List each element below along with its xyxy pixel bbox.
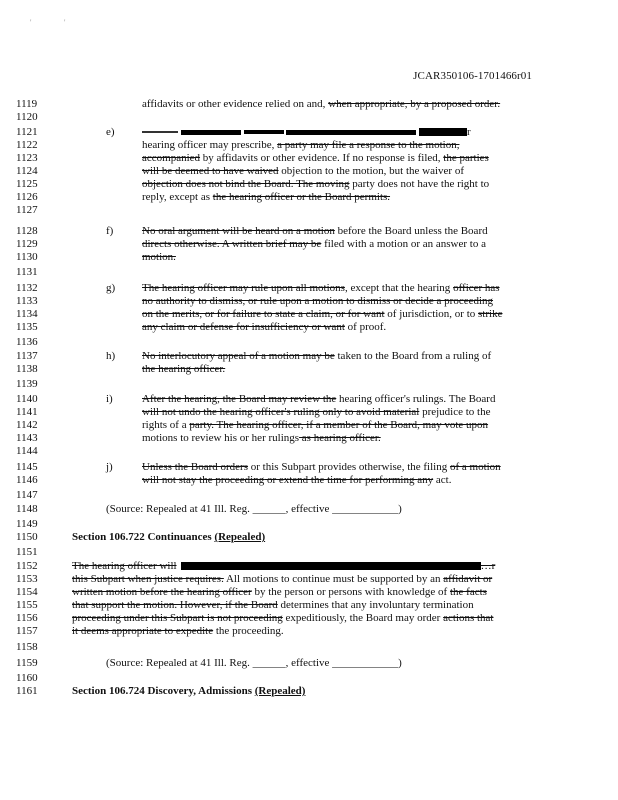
line-number: 1124 [16, 165, 38, 177]
text-line-1133: no authority to dismiss, or rule upon a motion to dismiss or decide a proceeding [142, 295, 494, 307]
scan-mark-left: ' [30, 18, 32, 27]
line-number: 1129 [16, 238, 38, 250]
text-line-1134: on the merits, or for failure to state a claim, or for want of jurisdiction, or to strike [142, 308, 503, 320]
text-line-1123: accompanied by affidavits or other evidence. If no response is filed, the parties [142, 152, 489, 164]
line-number: 1119 [16, 98, 38, 110]
line-number: 1139 [16, 378, 38, 390]
line-number: 1149 [16, 518, 38, 530]
line-number: 1145 [16, 461, 38, 473]
line-number: 1152 [16, 560, 38, 572]
line-number: 1128 [16, 225, 38, 237]
item-label-h: h) [106, 350, 116, 362]
item-label-e: e) [106, 126, 115, 138]
text-line-1135: any claim or defense for insufficiency or want of proof. [142, 321, 387, 333]
line-number: 1137 [16, 350, 38, 362]
line-number: 1156 [16, 612, 38, 624]
line-number: 1127 [16, 204, 38, 216]
line-number: 1151 [16, 546, 38, 558]
line-number: 1154 [16, 586, 38, 598]
text-line-1141: will not undo the hearing officer's ruling only to avoid material prejudice to the [142, 406, 491, 418]
line-number: 1120 [16, 111, 38, 123]
section-heading-106-722: Section 106.722 Continuances (Repealed) [72, 531, 266, 543]
line-number: 1140 [16, 393, 38, 405]
text-line-1122: hearing officer may prescribe, a party may file a response to the motion, [142, 139, 460, 151]
text-line-1128: No oral argument will be heard on a motion before the Board unless the Board [142, 225, 488, 237]
line-number: 1157 [16, 625, 38, 637]
text-line-1129: directs otherwise. A written brief may be filed with a motion or an answer to a [142, 238, 486, 250]
item-label-g: g) [106, 282, 116, 294]
line-number: 1147 [16, 489, 38, 501]
source-note-1: (Source: Repealed at 41 Ill. Reg. ______, effective ____________) [106, 503, 402, 515]
text-line-1146: will not stay the proceeding or extend the time for performing any act. [142, 474, 452, 486]
text-line-1126: reply, except as the hearing officer or the Board permits. [142, 191, 391, 203]
text-line-1137: No interlocutory appeal of a motion may be taken to the Board from a ruling of [142, 350, 492, 362]
text-line-1140: After the hearing, the Board may review the hearing officer's rulings. The Board [142, 393, 496, 405]
line-number: 1161 [16, 685, 38, 697]
text-line-1130: motion. [142, 251, 176, 263]
text-line-1145: Unless the Board orders or this Subpart provides otherwise, the filing of a motion [142, 461, 501, 473]
line-number: 1132 [16, 282, 38, 294]
line-number: 1144 [16, 445, 38, 457]
text-line-1132: The hearing officer may rule upon all motions, except that the hearing officer has [142, 282, 500, 294]
text-line-1143: motions to review his or her rulings as hearing officer. [142, 432, 381, 444]
line-number: 1130 [16, 251, 38, 263]
line-number: 1143 [16, 432, 38, 444]
document-id-header: JCAR350106-1701466r01 [413, 70, 532, 82]
line-number: 1122 [16, 139, 38, 151]
item-label-i: i) [106, 393, 113, 405]
text-line-1152: The hearing officer will …r [72, 560, 496, 572]
text-line-1119: affidavits or other evidence relied on and, when appropriate, by a proposed order. [142, 98, 501, 110]
line-number: 1155 [16, 599, 38, 611]
line-number: 1148 [16, 503, 38, 515]
line-number: 1123 [16, 152, 38, 164]
text-line-1154: written motion before the hearing officer by the person or persons with knowledge of the facts [72, 586, 487, 598]
text-line-1142: rights of a party. The hearing officer, if a member of the Board, may vote upon [142, 419, 489, 431]
line-number: 1121 [16, 126, 38, 138]
line-number: 1158 [16, 641, 38, 653]
scan-mark-right: ' [64, 18, 66, 27]
line-number: 1133 [16, 295, 38, 307]
line-number: 1146 [16, 474, 38, 486]
line-number: 1131 [16, 266, 38, 278]
source-note-2: (Source: Repealed at 41 Ill. Reg. ______, effective ____________) [106, 657, 402, 669]
redacted-line-1121: r [142, 126, 471, 139]
text-line-1138: the hearing officer. [142, 363, 226, 375]
text-line-1156: proceeding under this Subpart is not proceeding expeditiously, the Board may order actions that [72, 612, 494, 624]
text-line-1157: it deems appropriate to expedite the proceeding. [72, 625, 284, 637]
line-number: 1134 [16, 308, 38, 320]
text-line-1124: will be deemed to have waived objection to the motion, but the waiver of [142, 165, 464, 177]
line-number: 1125 [16, 178, 38, 190]
line-number: 1135 [16, 321, 38, 333]
text-line-1125: objection does not bind the Board. The moving party does not have the right to [142, 178, 490, 190]
item-label-j: j) [106, 461, 113, 473]
item-label-f: f) [106, 225, 114, 237]
line-number: 1126 [16, 191, 38, 203]
line-number: 1153 [16, 573, 38, 585]
line-number: 1138 [16, 363, 38, 375]
line-number: 1142 [16, 419, 38, 431]
line-number: 1136 [16, 336, 38, 348]
line-number: 1141 [16, 406, 38, 418]
section-heading-106-724: Section 106.724 Discovery, Admissions (Repealed) [72, 685, 306, 697]
line-number: 1159 [16, 657, 38, 669]
text-line-1153: this Subpart when justice requires. All motions to continue must be supported by an affidavit or [72, 573, 493, 585]
line-number: 1160 [16, 672, 38, 684]
line-number: 1150 [16, 531, 38, 543]
text-line-1155: that support the motion. However, if the Board determines that any involuntary termination [72, 599, 474, 611]
